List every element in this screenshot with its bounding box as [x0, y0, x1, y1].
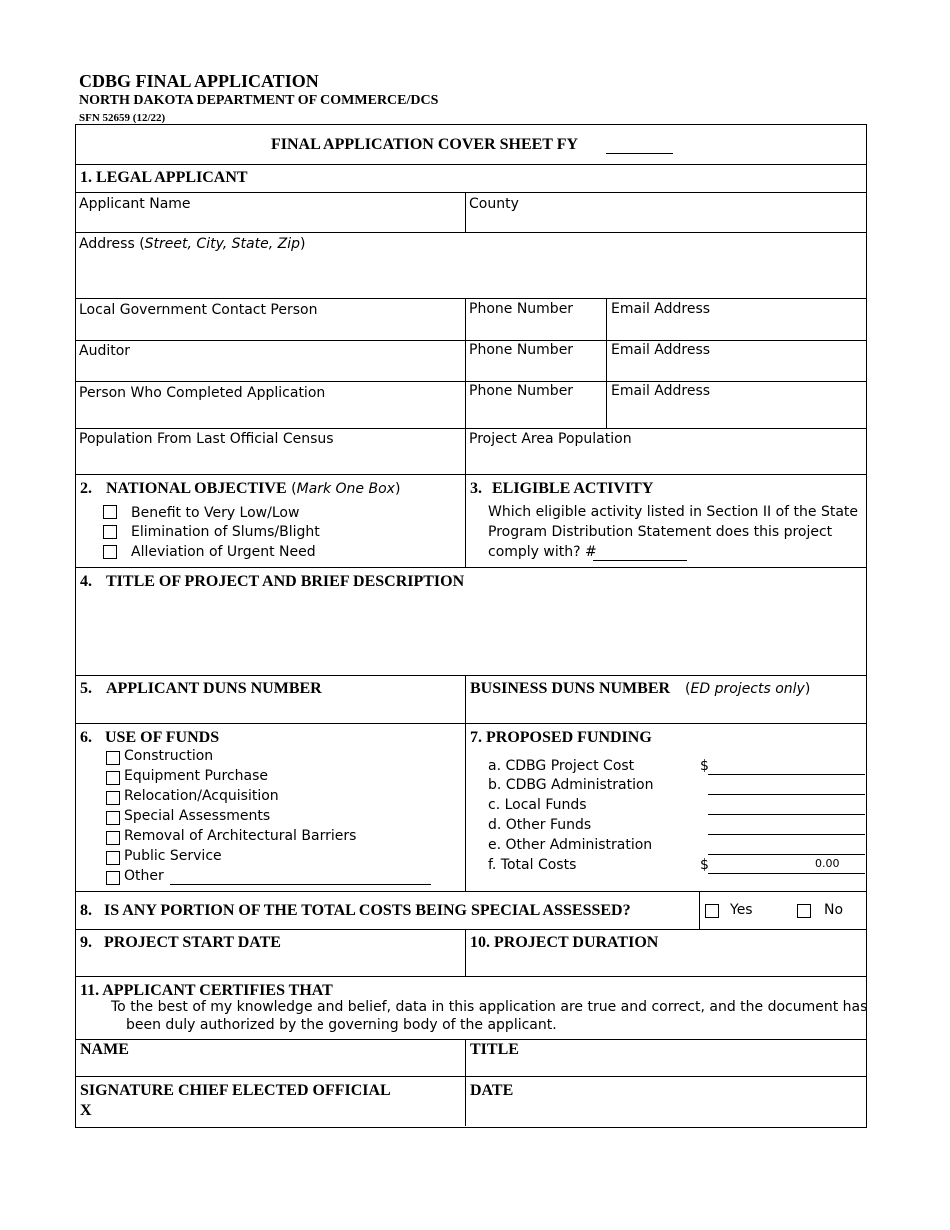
funding-other-funds-field[interactable]: [708, 834, 865, 835]
funding-total-costs-value: 0.00: [815, 857, 840, 870]
section2-heading: 2. NATIONAL OBJECTIVE (Mark One Box): [80, 480, 401, 497]
project-duration-field[interactable]: [466, 954, 865, 976]
section8-heading: 8. IS ANY PORTION OF THE TOTAL COSTS BEING SPECIAL ASSESSED?: [80, 902, 631, 919]
section10-heading: 10. PROJECT DURATION: [470, 934, 659, 951]
use-equipment-checkbox[interactable]: [106, 771, 120, 785]
date-field[interactable]: [466, 1100, 865, 1125]
funding-cdbg-project-cost-label: a. CDBG Project Cost: [488, 758, 635, 774]
signature-mark: X: [80, 1102, 92, 1119]
fiscal-year-field[interactable]: [606, 153, 673, 154]
name-field[interactable]: [76, 1060, 465, 1076]
use-construction-label: Construction: [124, 748, 214, 764]
contact-person-label: Local Government Contact Person: [79, 302, 318, 318]
signature-label: SIGNATURE CHIEF ELECTED OFFICIAL: [80, 1082, 391, 1099]
applicant-duns-field[interactable]: [76, 700, 465, 723]
form-number: SFN 52659 (12/22): [79, 112, 166, 124]
objective-urgent-need-checkbox[interactable]: [103, 545, 117, 559]
section11-heading: 11. APPLICANT CERTIFIES THAT: [80, 982, 333, 999]
use-architectural-barriers-checkbox[interactable]: [106, 831, 120, 845]
section1-heading: 1. LEGAL APPLICANT: [80, 169, 248, 186]
auditor-email-label: Email Address: [611, 342, 711, 358]
use-architectural-barriers-label: Removal of Architectural Barriers: [124, 828, 357, 844]
address-label: Address (Street, City, State, Zip): [79, 236, 306, 252]
use-public-service-label: Public Service: [124, 848, 222, 864]
funding-local-funds-label: c. Local Funds: [488, 797, 587, 813]
eligible-activity-number-field[interactable]: [593, 560, 687, 561]
applicant-name-label: Applicant Name: [79, 196, 191, 212]
use-relocation-label: Relocation/Acquisition: [124, 788, 279, 804]
completed-by-label: Person Who Completed Application: [79, 385, 326, 401]
eligible-activity-line3: comply with? #: [488, 544, 597, 560]
county-label: County: [469, 196, 519, 212]
section9-heading: 9. PROJECT START DATE: [80, 934, 281, 951]
use-special-assessments-label: Special Assessments: [124, 808, 271, 824]
completed-by-phone-label: Phone Number: [469, 383, 574, 399]
funding-cdbg-administration-label: b. CDBG Administration: [488, 777, 654, 793]
objective-slums-blight-label: Elimination of Slums/Blight: [131, 524, 320, 540]
use-other-checkbox[interactable]: [106, 871, 120, 885]
funding-local-funds-field[interactable]: [708, 814, 865, 815]
business-duns-heading: BUSINESS DUNS NUMBER (ED projects only): [470, 680, 811, 697]
special-assessed-yes-checkbox[interactable]: [705, 904, 719, 918]
use-other-label: Other: [124, 868, 164, 884]
use-public-service-checkbox[interactable]: [106, 851, 120, 865]
use-special-assessments-checkbox[interactable]: [106, 811, 120, 825]
auditor-field[interactable]: [76, 341, 465, 381]
special-assessed-no-checkbox[interactable]: [797, 904, 811, 918]
contact-phone-label: Phone Number: [469, 301, 574, 317]
funding-other-funds-label: d. Other Funds: [488, 817, 592, 833]
signature-field[interactable]: [96, 1100, 465, 1125]
objective-urgent-need-label: Alleviation of Urgent Need: [131, 544, 316, 560]
project-start-date-field[interactable]: [76, 954, 465, 976]
auditor-phone-label: Phone Number: [469, 342, 574, 358]
funding-other-administration-field[interactable]: [708, 854, 865, 855]
use-equipment-label: Equipment Purchase: [124, 768, 269, 784]
currency-sign-total: $: [700, 857, 709, 873]
section5-heading: 5. APPLICANT DUNS NUMBER: [80, 680, 322, 697]
use-relocation-checkbox[interactable]: [106, 791, 120, 805]
section3-heading: 3. ELIGIBLE ACTIVITY: [470, 480, 654, 497]
funding-total-costs-label: f. Total Costs: [488, 857, 577, 873]
funding-other-administration-label: e. Other Administration: [488, 837, 653, 853]
eligible-activity-line2: Program Distribution Statement does this project: [488, 524, 833, 540]
title-field[interactable]: [466, 1060, 865, 1076]
special-assessed-yes-label: Yes: [730, 902, 753, 918]
section4-heading: 4. TITLE OF PROJECT AND BRIEF DESCRIPTION: [80, 573, 465, 590]
use-construction-checkbox[interactable]: [106, 751, 120, 765]
county-field[interactable]: [466, 193, 865, 232]
currency-sign-project-cost: $: [700, 758, 709, 774]
funding-total-costs-underline: [708, 873, 865, 874]
form-title: CDBG FINAL APPLICATION: [79, 71, 319, 91]
date-label: DATE: [470, 1082, 514, 1099]
project-description-field[interactable]: [76, 596, 865, 675]
special-assessed-no-label: No: [824, 902, 844, 918]
business-duns-field[interactable]: [466, 700, 865, 723]
funding-cdbg-administration-field[interactable]: [708, 794, 865, 795]
department-name: NORTH DAKOTA DEPARTMENT OF COMMERCE/DCS: [79, 93, 439, 108]
cover-sheet-title: FINAL APPLICATION COVER SHEET FY: [271, 136, 579, 153]
contact-email-label: Email Address: [611, 301, 711, 317]
eligible-activity-line1: Which eligible activity listed in Section II of the State: [488, 504, 859, 520]
certification-text-line2: been duly authorized by the governing body of the applicant.: [126, 1017, 557, 1033]
auditor-label: Auditor: [79, 343, 131, 359]
section7-heading: 7. PROPOSED FUNDING: [470, 729, 652, 746]
objective-low-income-checkbox[interactable]: [103, 505, 117, 519]
objective-slums-blight-checkbox[interactable]: [103, 525, 117, 539]
completed-by-email-label: Email Address: [611, 383, 711, 399]
funding-cdbg-project-cost-field[interactable]: [708, 774, 865, 775]
section6-heading: 6. USE OF FUNDS: [80, 729, 220, 746]
objective-low-income-label: Benefit to Very Low/Low: [131, 505, 300, 521]
name-label: NAME: [80, 1041, 129, 1058]
use-other-text-field[interactable]: [170, 884, 431, 885]
project-area-population-label: Project Area Population: [469, 431, 632, 447]
certification-text-line1: To the best of my knowledge and belief, data in this application are true and correct, and the document has: [111, 999, 868, 1015]
population-label: Population From Last Official Census: [79, 431, 334, 447]
title-label: TITLE: [470, 1041, 519, 1058]
